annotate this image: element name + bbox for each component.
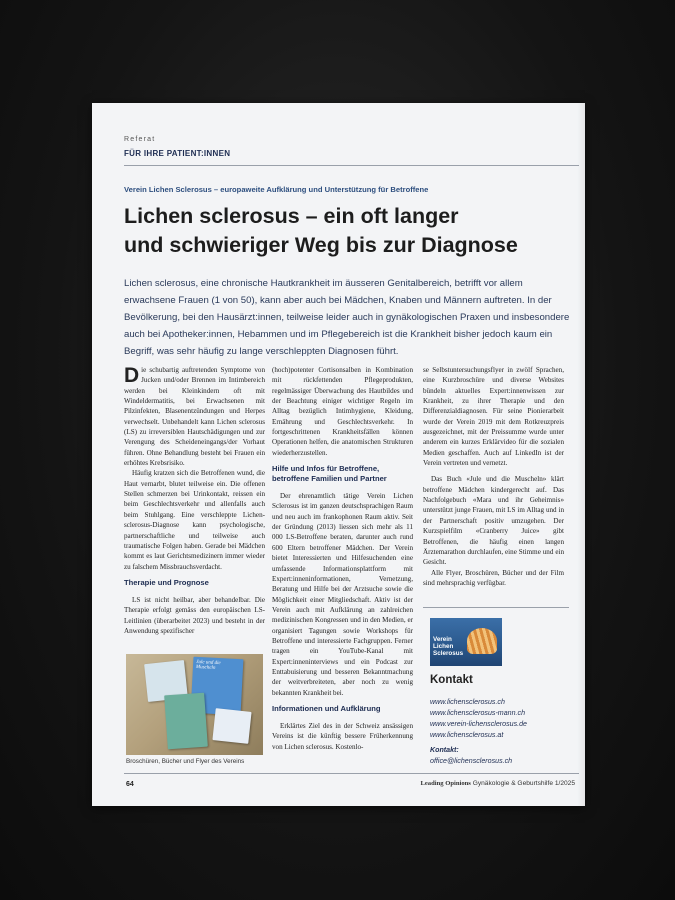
drop-cap: D — [124, 364, 140, 387]
website-link[interactable]: www.lichensclerosus.ch — [430, 698, 505, 706]
section-title: FÜR IHRE PATIENT:INNEN — [124, 149, 231, 158]
shell-icon — [467, 628, 497, 654]
paragraph: LS ist nicht heilbar, aber behandelbar. Die Therapie erfolgt gemäss den europäischen LS-Leitlinien (überarbeitet 2023) und besteht in der Anwendung spezifischer — [124, 595, 265, 635]
kontakt-divider — [423, 607, 569, 608]
journal-issue: Gynäkologie & Geburtshilfe 1/2025 — [472, 780, 575, 787]
logo-line-2: Lichen — [433, 643, 454, 650]
footer-divider — [124, 773, 579, 774]
book-mara-image — [164, 693, 208, 750]
paragraph-text: ie schubartig auftretenden Symptome von Jucken und/oder Brennen im Intimbereich werden bei Kleinkindern oft mit Windeldermatitis, bei Erwachsenen mit Pilzinfekten, Blasenentzündungen und Herpes verwechselt. Unbehandelt kann Lichen sclerosus (LS) zu irreversiblen Hautschädigungen und zur Verengung des Scheideneingangs/der Vorhaut führen. Ohne Behandlung besteht bei Frauen ein erhöhtes Krebsrisiko. — [124, 366, 265, 468]
kontakt-links — [430, 697, 527, 741]
article-kicker: Verein Lichen Sclerosus – europaweite Aufklärung und Unterstützung für Betroffene — [124, 185, 429, 194]
paragraph: (hoch)potenter Cortisonsalben in Kombination mit rückfettenden Pflegeprodukten, regelmässiger Überwachung des Hautbildes und der Beachtung einiger wichtiger Regeln im Alltag bezüglich Intimhygiene, Kleidung, Ernährung und Geschlechtsverkehr. In fortgeschrittenen Krankheitsfällen können Operationen helfen, die anatomischen Strukturen wiederherzustellen. — [272, 366, 413, 457]
magazine-page — [92, 103, 585, 806]
website-link[interactable]: www.lichensclerosus.at — [430, 731, 504, 739]
logo-text — [433, 636, 463, 657]
paragraph: Alle Flyer, Broschüren, Bücher und der Film sind mehrsprachig verfügbar. — [423, 568, 564, 587]
article-lead: Lichen sclerosus, eine chronische Hautkrankheit im äusseren Genitalbereich, betrifft vor allem erwachsene Frauen (1 von 50), kann aber auch bei Mädchen, Knaben und Männern auftreten. In der Bevölkerung, bei den Hausärzt:innen, teilweise leider auch in gynäkologischen Praxen und insbesondere auch bei Apotheker:innen, Hebammen und im Pflegebereich ist die Krankheit bisher jedoch kaum ein Begriff, was sehr häufig zu lange verschleppten Diagnosen führt. — [124, 278, 570, 358]
subheading-hilfe: Hilfe und Infos für Betroffene, betroffene Familien und Partner — [272, 464, 387, 484]
kontakt-label: Kontakt: — [430, 746, 459, 754]
brochures-photo — [126, 654, 263, 755]
verein-logo — [430, 618, 502, 666]
paragraph: Der ehrenamtlich tätige Verein Lichen Sclerosus ist im ganzen deutschsprachigen Raum und neu auch im frankophonen Raum aktiv. Seit der Gründung (2013) liessen sich mehr als 11 000 LS-Betroffene beraten, darunter auch rund 600 Eltern betroffener Mädchen. Der Verein bietet Interessierten und Hilfesuchenden eine umfassende Informationsplattform mit Expert:inneninformationen, Vernetzung, Beratung und Hilfe bei der Arztsuche sowie die Möglichkeit einer Mitgliedschaft. Aktiv ist der Verein auch mit Aufklärung an zahlreichen medizinischen Kongressen und in den Medien, er organisiert Tagungen sowie Workshops für Betroffene und interessierte Fachgruppen. Ferner tragen ein YouTube-Kanal mit Expert:inneninterviews und ein Podcast zur Enttabuisierung und besseren Bekanntmachung der weitverbreiteten, aber noch zu wenig bekannten Krankheit bei. — [272, 492, 413, 697]
subheading-therapie: Therapie und Prognose — [124, 577, 209, 587]
website-link[interactable]: www.verein-lichensclerosus.de — [430, 720, 527, 728]
logo-line-3: Sclerosus — [433, 650, 464, 657]
text-column-1 — [124, 365, 265, 636]
paragraph: Das Buch «Jule und die Muscheln» klärt betroffene Mädchen kindergerecht auf. Das Nachfolgebuch «Mara und ihr Geheimnis» unterstützt junge Frauen, mit LS im Alltag und in der Partnerschaft positiv umzugehen. Der Kurzspielfilm «Cranberry Juice» gibt Betroffenen, die häufig einen langen Ärztemarathon durchlaufen, eine Stimme und ein Gesicht. — [423, 475, 564, 567]
brochure-image — [212, 708, 251, 744]
journal-name — [420, 780, 575, 787]
paragraph: Erklärtes Ziel des in der Schweiz ansässigen Vereins ist die künftig bessere Früherkennung von Lichen sclerosus. Kostenlo- — [272, 721, 413, 751]
paragraph: Häufig kratzen sich die Betroffenen wund, die Haut vernarbt, blutet teilweise ein. Die offenen Stellen schmerzen bei Urinkontakt, reissen ein beim Geschlechtsverkehr und allenfalls auch beim Stuhlgang. Eine verschleppte Lichen-sclerosus-Diagnose kann psychologische, partnerschaftliche und teilweise auch traumatische Folgen haben. Gerade bei Mädchen kommt es laut Gerichtsmedizinern immer wieder zu falschem Missbrauchsverdacht. — [124, 469, 265, 571]
photo-caption: Broschüren, Bücher und Flyer des Vereins — [126, 758, 245, 765]
page-number: 64 — [126, 781, 134, 788]
text-column-2 — [272, 365, 413, 752]
paragraph: se Selbstuntersuchungsflyer in zwölf Sprachen, eine Kurzbroschüre und diverse Websites bündeln aktuelles Expert:innenwissen zur Krankheit, zu ihrer Therapie und den Differenzialdiagnosen. Für seine Pionierarbeit wurde der Verein 2019 mit dem Rotkreuzpreis ausgezeichnet, mit der Preissumme wurde unter anderem ein kurzes Erklärvideo für die sozialen Medien geschaffen. Auch auf LinkedIn ist der Verein vertreten und vernetzt. — [423, 366, 564, 468]
section-label: Referat — [124, 136, 156, 143]
website-link[interactable]: www.lichensclerosus-mann.ch — [430, 709, 526, 717]
kontakt-title: Kontakt — [430, 674, 473, 686]
kontakt-email-link[interactable]: office@lichensclerosus.ch — [430, 757, 513, 765]
article-title — [124, 202, 569, 260]
title-line-1: Lichen sclerosus – ein oft langer — [124, 204, 459, 228]
book-jule-title: Jule und die Muscheln — [195, 659, 221, 671]
text-column-3 — [423, 365, 564, 588]
logo-line-1: Verein — [433, 636, 452, 643]
header-divider — [124, 165, 579, 166]
subheading-informationen: Informationen und Aufklärung — [272, 703, 381, 713]
journal-title: Leading Opinions — [420, 780, 471, 787]
title-line-2: und schwieriger Weg bis zur Diagnose — [124, 233, 518, 257]
paragraph — [124, 365, 265, 468]
